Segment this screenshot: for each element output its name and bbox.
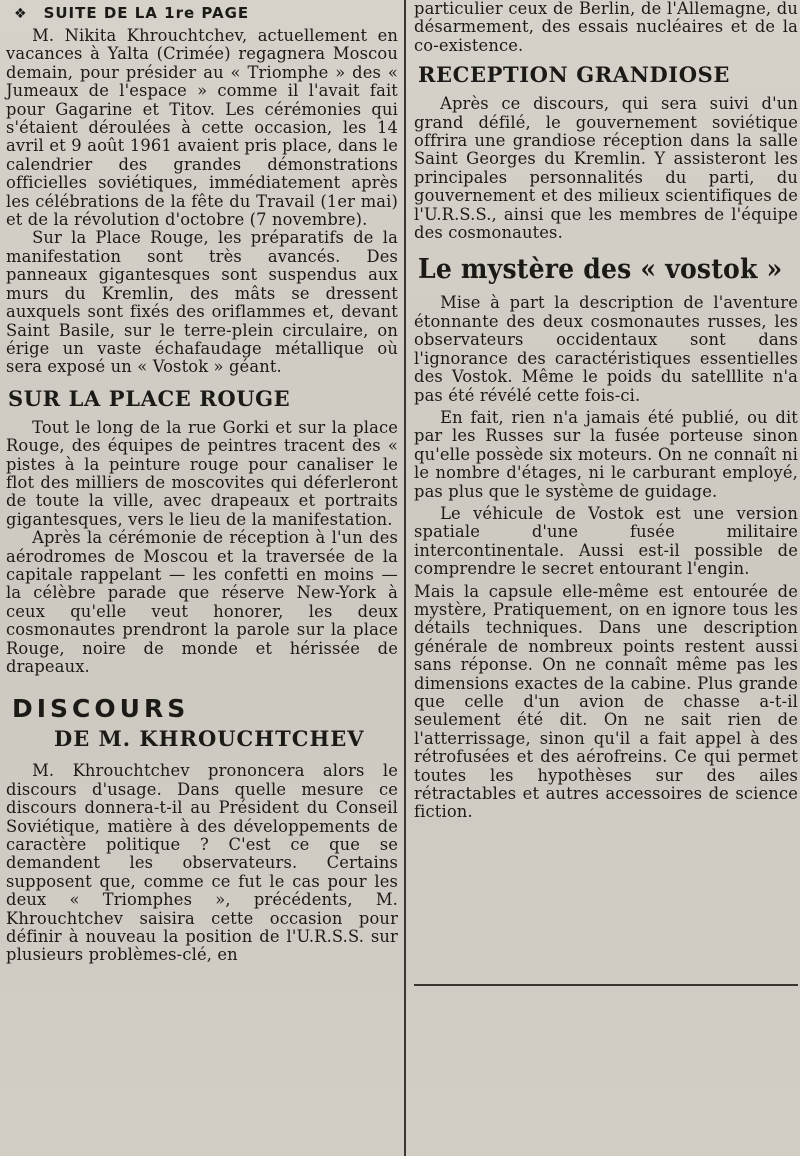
heading-place-rouge: SUR LA PLACE ROUGE [8,385,291,411]
left-column [6,0,398,965]
column-divider [404,0,406,1156]
intro-paragraph-1: M. Nikita Khrouchtchev, actuellement en vacances à Yalta (Crimée) regagnera Moscou demain, pour présider au « Triomphe » des « Jumeaux de l'espace » comme il l'avait fait pour Gagarine et Titov. Les cérémonies qui s'étaient déroulées à cette occasion, les 14 avril et 9 août 1961 avaient pris place, dans le calendrier des grandes démonstrations officielles soviétiques, immédiatement après les célébrations de la fête du Travail (1er mai) et de la révolution d'octobre (7 novembre). [6,26,398,230]
vostok-paragraph-1: Mise à part la description de l'aventure étonnante des deux cosmonautes russes, les observateurs occidentaux sont dans l'ignorance des caractéristiques essentielles des Vostok. Même le poids du satelllite n'a pas été révélé cette fois-ci. [414,293,798,405]
heading-discours-line2: DE M. KHROUCHTCHEV [54,726,365,752]
continuation-kicker [14,4,398,23]
discours-paragraph-1: M. Khrouchtchev prononcera alors le discours d'usage. Dans quelle mesure ce discours donnera-t-il au Président du Conseil Soviétique, matière à des développements de caractère politique ? C'est ce que se demandent les observateurs. Certains supposent que, comme ce fut le cas pour les deux « Triomphes », précédents, M. Khrouchtchev saisira cette occasion pour définir à nouveau la position de l'U.R.S.S. sur plusieurs problèmes-clé, en [6,761,398,965]
headline-vostok: Le mystère des « vostok » [418,254,783,286]
reception-paragraph-1: Après ce discours, qui sera suivi d'un grand défilé, le gouvernement soviétique offrira une grandiose réception dans la salle Saint Georges du Kremlin. Y assisteront les principales personnalités du parti, du gouvernement et des milieux scientifiques de l'U.R.S.S., ainsi que les membres de l'équipe des cosmonautes. [414,94,798,243]
kicker-text: SUITE DE LA 1re PAGE [43,4,250,22]
diamond-bullet-icon: ❖ [14,6,28,22]
vostok-paragraph-3: Le véhicule de Vostok est une version spatiale d'une fusée militaire intercontinentale. Aussi est-il possible de comprendre le secret entourant l'engin. [414,503,798,579]
intro-paragraph-2: Sur la Place Rouge, les préparatifs de la manifestation sont très avancés. Des panneaux gigantesques sont suspendus aux murs du Kremlin, des mâts se dressent auxquels sont fixés des oriflammes et, devant Saint Basile, sur le terre-plein circulaire, on érige un vaste échafaudage métallique où sera exposé un « Vostok » géant. [6,228,398,377]
vostok-paragraph-2: En fait, rien n'a jamais été publié, ou dit par les Russes sur la fusée porteuse sinon qu'elle possède six moteurs. On ne connaît ni le nombre d'étages, ni le carburant employé, pas plus que le système de guidage. [414,407,798,501]
vostok-paragraph-4: Mais la capsule elle-même est entourée de mystère, Pratiquement, on en ignore tous les détails techniques. Dans une description générale de nombreux points restent aussi sans réponse. On ne connaît même pas les dimensions exactes de la cabine. Plus grande que celle d'un avion de chasse a-t-il seulement été dit. On ne sait rien de l'atterrissage, sinon qu'il a fait appel à des rétrofusées et des aérofreins. Ce qui permet toutes les hypothèses sur des ailes rétractables et autres accessoires de science fiction. [414,581,798,822]
article-end-rule [414,984,798,986]
right-column [414,0,798,822]
heading-discours-line1: DISCOURS [12,694,190,724]
place-rouge-paragraph-2: Après la cérémonie de réception à l'un des aérodromes de Moscou et la traversée de la capitale rappelant — les confetti en moins — la célèbre parade que réserve New-York à ceux qu'elle veut honorer, les deux cosmonautes prendront la parole sur la place Rouge, noire de monde et hérissée de drapeaux. [6,528,398,676]
heading-reception: RECEPTION GRANDIOSE [418,62,730,88]
place-rouge-paragraph-1: Tout le long de la rue Gorki et sur la place Rouge, des équipes de peintres tracent des « pistes à la peinture rouge pour canaliser le flot des milliers de moscovites qui déferleront de toute la ville, avec drapeaux et portraits gigantesques, vers le lieu de la manifestation. [6,417,398,529]
continuation-paragraph: particulier ceux de Berlin, de l'Allemagne, du désarmement, des essais nucléaires et de la co-existence. [414,0,798,55]
